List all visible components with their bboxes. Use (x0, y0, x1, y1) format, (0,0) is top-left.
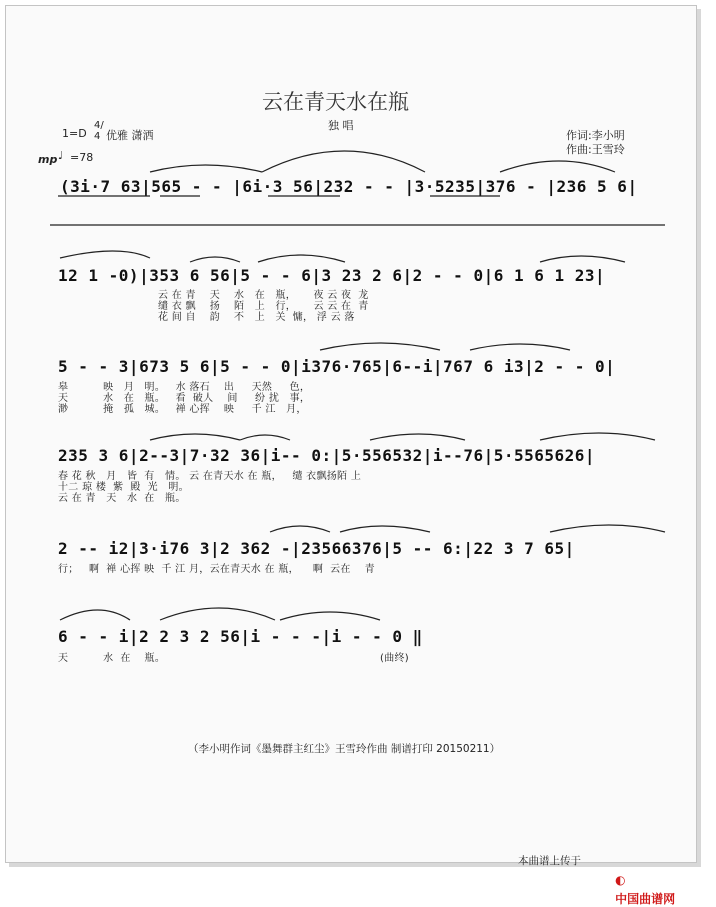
notation-system-5: 2 -- i2|3·i76 3|2 362 -|23566376|5 -- 6:|22 3 7 65| (58, 539, 575, 558)
lyric-line: 渺 掩 孤 城。 禅 心挥 映 千 江 月， (58, 404, 307, 415)
key-signature: 1=D (62, 127, 87, 140)
time-signature: 4/4 (94, 120, 104, 142)
composer-credit: 作曲:王雪玲 (566, 143, 625, 156)
footer-credit: （李小明作词《墨舞群主红尘》王雪玲作曲 制谱打印 20150211） (188, 743, 501, 755)
lyric-line: 缱 衣 飘 扬 陌 上 行， 云 云 在 青 (158, 301, 369, 312)
lyric-line: 花 间 自 韵 不 上 关 慵， 浮 云 落 (158, 312, 355, 323)
slur (150, 165, 262, 172)
slur (340, 526, 430, 532)
dynamic-marking: mp (38, 153, 58, 166)
score-title: 云在青天水在瓶 (262, 90, 409, 114)
tempo-note-icon: ♩ (58, 149, 64, 162)
slur (150, 434, 240, 440)
slur (240, 435, 290, 440)
slur (160, 608, 275, 620)
slur (540, 256, 625, 262)
lyric-line: 云 在 青 天 水 在 瓶。 (58, 493, 186, 504)
lyric-line: 云 在 青 天 水 在 瓶， 夜 云 夜 龙 (158, 290, 369, 301)
lyric-line: 天 水 在 瓶。 (58, 653, 166, 664)
upload-text: 本曲谱上传于 (518, 855, 581, 867)
notation-system-4: 235 3 6|2--3|7·32 36|i-- 0:|5·556532|i--76|5·5565626| (58, 446, 596, 465)
slur (470, 344, 570, 350)
notation-system-2: 12 1 -0)|353 6 56|5 - - 6|3 23 2 6|2 - - 0|6 1 6 1 23| (58, 266, 606, 285)
slur (258, 255, 345, 262)
slur (60, 251, 150, 258)
score-subtitle: 独 唱 (328, 119, 354, 132)
tempo-marking: =78 (70, 151, 94, 164)
expression-marking: 优雅 潇洒 (106, 129, 154, 142)
site-logo-text: 中国曲谱网 (615, 892, 676, 906)
lyric-line: 天 水 在 瓶。 看 破人 间 纷 扰 事， (58, 393, 311, 404)
site-logo-icon: ◐ (615, 873, 626, 887)
slur (500, 161, 615, 172)
end-mark: (曲终) (380, 653, 410, 664)
lyric-line: 十二 琼 楼 紫 殿 光 明。 (58, 482, 189, 493)
lyricist-credit: 作词:李小明 (566, 129, 625, 142)
slur (320, 343, 440, 350)
slur (60, 610, 130, 620)
slur (270, 526, 330, 532)
lyric-line: 行； 啊 禅 心挥 映 千 江 月，云在青天水 在 瓶， 啊 云在 青 (58, 564, 375, 575)
lyric-line: 春 花 秋 月 皆 有 情。 云 在青天水 在 瓶， 缱 衣飘扬陌 上 (58, 471, 362, 482)
slur (190, 257, 240, 262)
notation-system-1: (3i·7 63|565 - - |6i·3 56|232 - - |3·5235|376 - |236 5 6| (60, 177, 638, 196)
lyric-line: 皋 映 月 明。 水 落石 出 天然 色， (58, 382, 311, 393)
slur (540, 433, 655, 440)
slur (370, 434, 465, 440)
slur (280, 612, 380, 620)
notation-system-3: 5 - - 3|673 5 6|5 - - 0|i376·765|6--i|767 6 i3|2 - - 0| (58, 357, 616, 376)
notation-system-6: 6 - - i|2 2 3 2 56|i - - -|i - - 0 ‖ (58, 627, 423, 646)
slur (262, 151, 425, 172)
slur (550, 525, 665, 532)
